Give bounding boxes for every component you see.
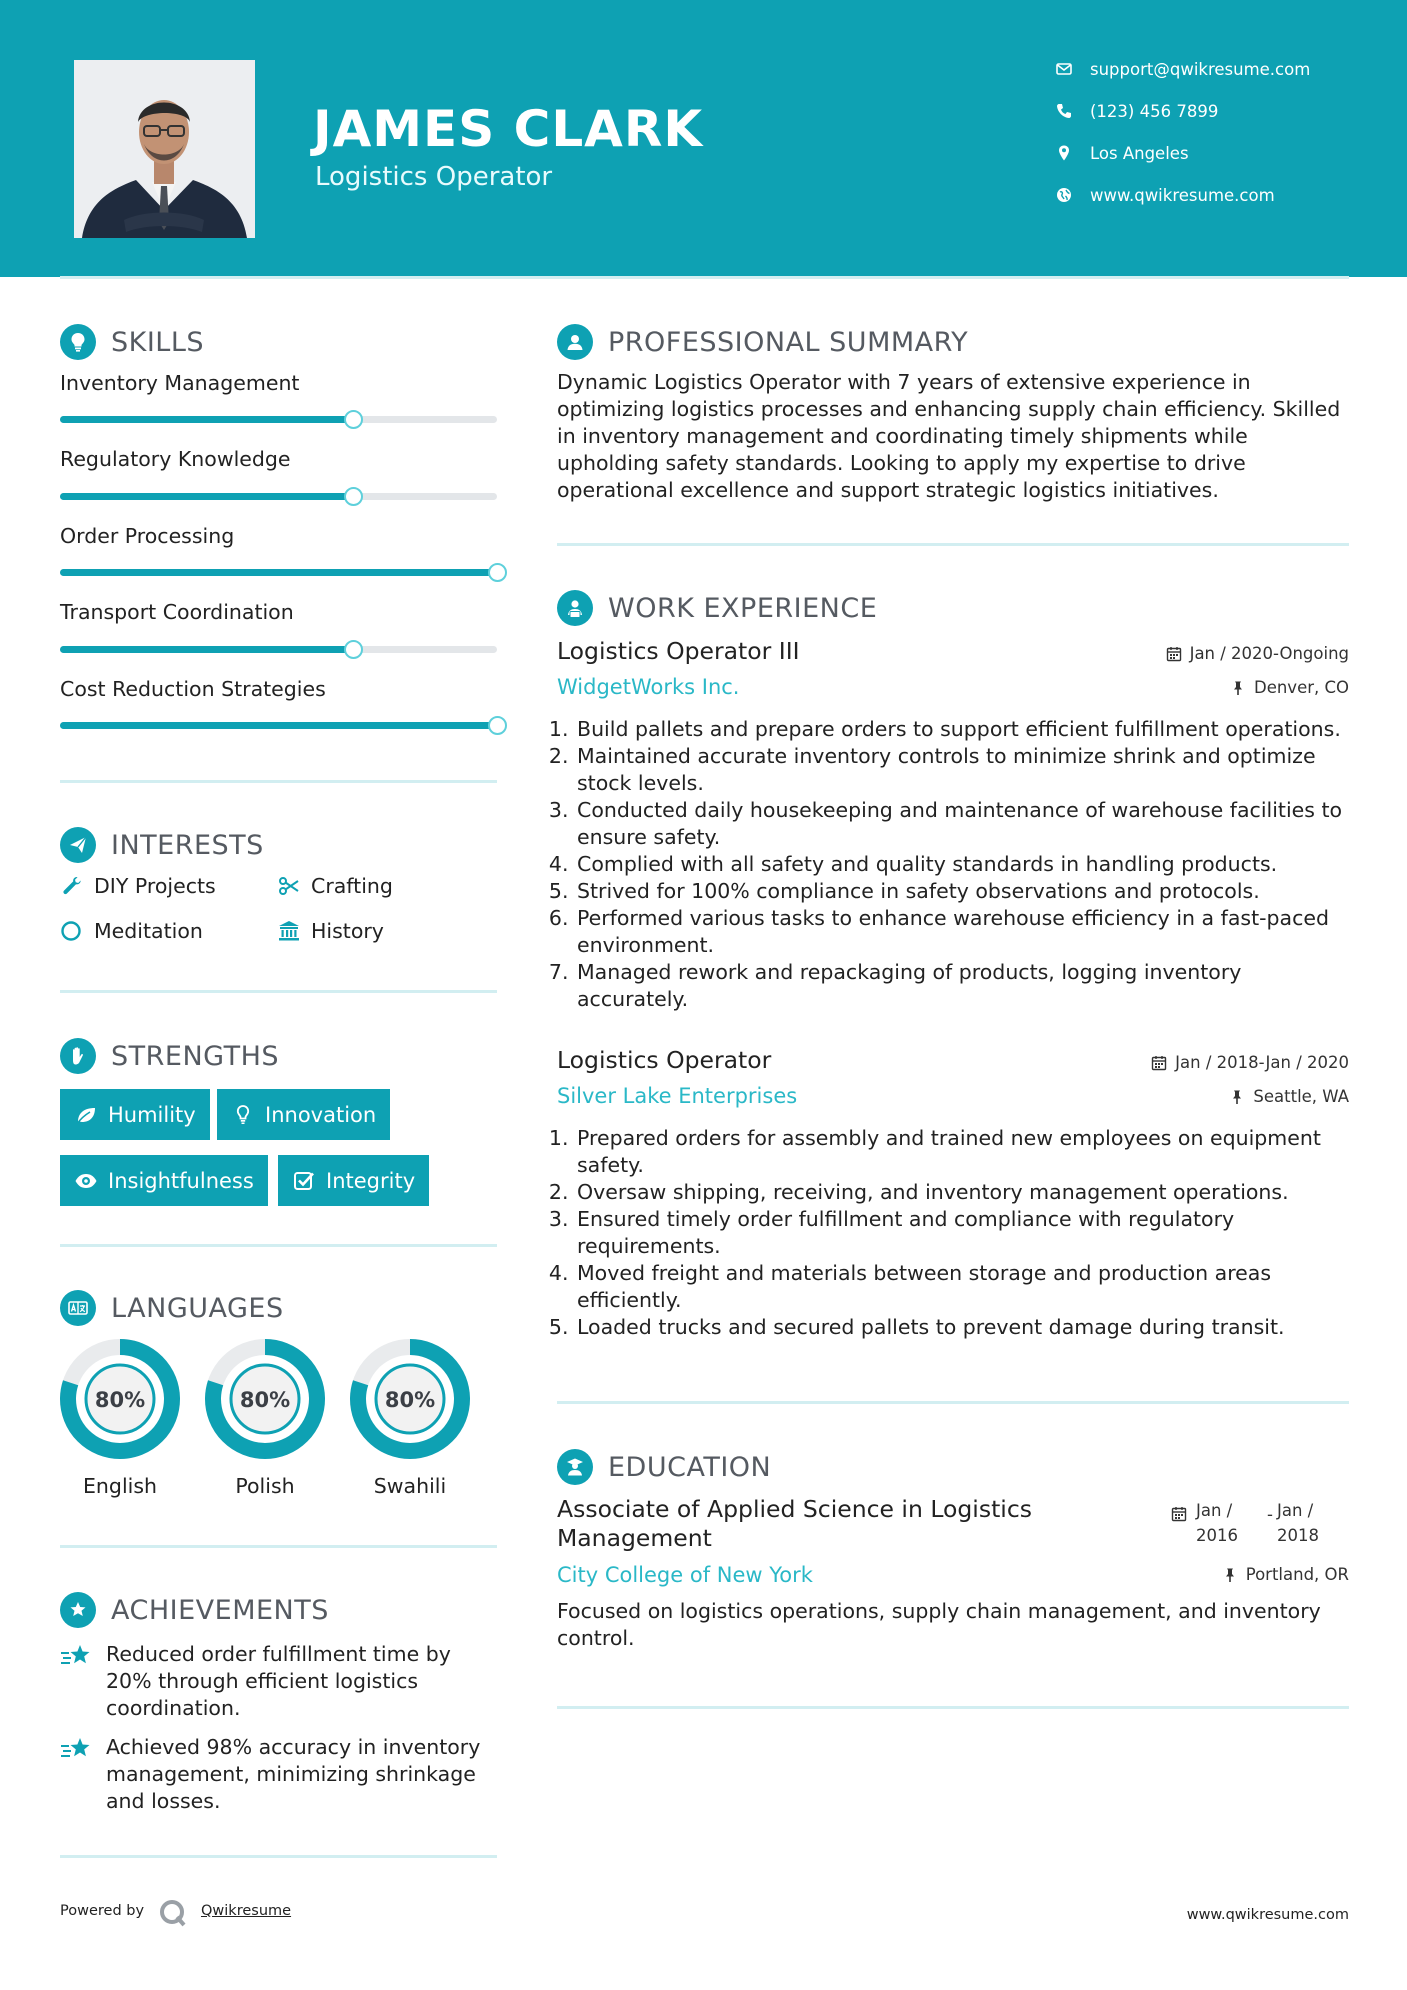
interest-item: DIY Projects [60,874,216,898]
powered-by-label: Powered by [60,1903,145,1919]
contact-location [1055,141,1189,165]
check-square-icon [292,1169,316,1193]
pushpin-icon [1222,1567,1238,1583]
language-name: English [82,1474,158,1498]
calendar-icon [1151,1055,1167,1071]
briefcase-section-icon [557,590,593,626]
education-title: EDUCATION [608,1451,772,1483]
job-location: Denver, CO [1230,678,1349,697]
lightbulb-section-icon [60,324,96,360]
section-divider [557,1401,1349,1404]
qwikresume-logo-icon[interactable] [158,1898,188,1932]
skill-bar [60,569,497,576]
section-divider [60,780,497,783]
profile-photo [74,60,255,238]
language-name: Polish [235,1474,295,1498]
paper-plane-section-icon [60,827,96,863]
strengths-heading [60,1038,279,1074]
skill-name: Regulatory Knowledge [60,447,291,471]
skills-heading [60,324,204,360]
education-end-date: Jan / 2018 [1277,1501,1319,1545]
strength-tag: Integrity [278,1155,429,1206]
section-divider [60,1545,497,1548]
education-date-separator: - [1267,1505,1273,1524]
job-bullet: 3. Conducted daily housekeeping and maintenance of warehouse facilities to ensure safety. [575,797,1359,851]
section-divider [557,543,1349,546]
language-section-icon [60,1290,96,1326]
section-divider [60,1855,497,1858]
user-section-icon [557,324,593,360]
contact-email[interactable] [1055,57,1310,81]
interests-title: INTERESTS [111,829,264,861]
job-bullets [557,716,1359,1013]
skill-bar-knob [344,410,363,429]
job-bullet: 4. Complied with all safety and quality standards in handling products. [575,851,1359,878]
hand-section-icon [60,1038,96,1074]
job-dates: Jan / 2018-Jan / 2020 [1151,1053,1349,1072]
language-progress-ring [203,1337,327,1461]
skill-bar [60,722,497,729]
star-badge-section-icon [60,1592,96,1628]
interest-item: Crafting [277,874,393,898]
contact-location-text: Los Angeles [1090,143,1189,163]
museum-icon [277,919,301,943]
language-progress-ring [348,1337,472,1461]
footer-website-link[interactable]: www.qwikresume.com [1186,1907,1349,1923]
job-bullet: 2. Maintained accurate inventory controls to minimize shrink and optimize stock levels. [575,743,1359,797]
shooting-star-icon [60,1643,94,1671]
job-bullet: 5. Loaded trucks and secured pallets to prevent damage during transit. [575,1314,1359,1341]
company-name: Silver Lake Enterprises [557,1084,798,1108]
skill-bar [60,646,497,653]
achievement-text: Reduced order fulfillment time by 20% through efficient logistics coordination. [106,1642,451,1720]
resume-header [0,0,1407,277]
job-bullets [557,1125,1359,1341]
section-divider [60,990,497,993]
skill-bar-knob [344,487,363,506]
strength-tag: Humility [60,1089,210,1140]
interest-item: Meditation [60,919,203,943]
language-progress-ring [58,1337,182,1461]
contact-phone[interactable] [1055,99,1218,123]
interest-item: History [277,919,384,943]
profile-photo-image [74,60,255,238]
section-divider [60,1244,497,1247]
qwikresume-brand-link[interactable]: Qwikresume [201,1903,292,1919]
job-dates: Jan / 2020-Ongoing [1166,644,1349,663]
summary-text: Dynamic Logistics Operator with 7 years of extensive experience in optimizing logistics processes and enhancing supply chain efficiency. Skilled in inventory management and coordinating timely shipments while upholding safety standards. Looking to apply my expertise to drive operational excellence and support strategic logistics initiatives. [557,370,1341,502]
education-start-date: Jan / 2016 [1196,1501,1238,1545]
eye-icon [74,1169,98,1193]
skill-name: Inventory Management [60,371,300,395]
language-percent: 80% [94,1388,146,1412]
pushpin-icon [1229,1089,1245,1105]
languages-heading [60,1290,284,1326]
contact-phone-text: (123) 456 7899 [1090,101,1219,121]
skill-bar-fill [60,646,353,653]
job-title: Logistics Operator III [557,637,800,665]
skill-bar-fill [60,722,497,729]
skill-bar-fill [60,493,353,500]
job-bullet: 3. Ensured timely order fulfillment and compliance with regulatory requirements. [575,1206,1359,1260]
strengths-title: STRENGTHS [111,1040,280,1072]
language-item [348,1337,472,1498]
contact-website-text: www.qwikresume.com [1090,185,1275,205]
skill-name: Transport Coordination [60,600,294,624]
experience-heading [557,590,877,626]
globe-icon [1055,186,1073,204]
degree-title-line2: Management [557,1524,712,1552]
skill-bar-knob [344,640,363,659]
wrench-icon [60,874,84,898]
calendar-icon [1166,646,1182,662]
strength-tag: Insightfulness [60,1155,268,1206]
scissors-icon [277,874,301,898]
degree-title-line1: Associate of Applied Science in Logistics [557,1495,1032,1523]
job-bullet: 5. Strived for 100% compliance in safety observations and protocols. [575,878,1359,905]
shooting-star-icon [60,1736,94,1764]
language-percent: 80% [384,1388,436,1412]
skill-bar-fill [60,569,497,576]
skill-name: Cost Reduction Strategies [60,677,326,701]
job-bullet: 7. Managed rework and repackaging of products, logging inventory accurately. [575,959,1359,1013]
school-name: City College of New York [557,1563,813,1587]
skill-bar-fill [60,416,353,423]
skill-name: Order Processing [60,524,235,548]
candidate-title: Logistics Operator [315,162,553,192]
language-percent: 80% [239,1388,291,1412]
candidate-name: JAMES CLARK [313,100,704,158]
lightbulb-icon [231,1103,255,1127]
skill-bar-knob [488,563,507,582]
calendar-icon [1171,1506,1187,1526]
education-description: Focused on logistics operations, supply chain management, and inventory control. [557,1599,1321,1650]
header-divider [60,276,1349,279]
job-bullet: 1. Build pallets and prepare orders to support efficient fulfillment operations. [575,716,1359,743]
achievements-heading [60,1592,329,1628]
education-heading [557,1449,771,1485]
circle-icon [60,919,84,943]
interests-heading [60,827,264,863]
phone-icon [1055,102,1073,120]
skill-bar-knob [488,716,507,735]
skill-bar [60,493,497,500]
company-name: WidgetWorks Inc. [557,675,740,699]
skills-title: SKILLS [111,326,205,358]
skill-bar [60,416,497,423]
education-location: Portland, OR [1222,1565,1349,1584]
language-item [58,1337,182,1498]
contact-website[interactable] [1055,183,1275,207]
achievement-text: Achieved 98% accuracy in inventory management, minimizing shrinkage and losses. [106,1735,481,1813]
summary-heading [557,324,968,360]
achievements-title: ACHIEVEMENTS [111,1594,329,1626]
envelope-icon [1055,60,1073,78]
graduate-section-icon [557,1449,593,1485]
language-item [203,1337,327,1498]
strength-tag: Innovation [217,1089,390,1140]
summary-title: PROFESSIONAL SUMMARY [608,326,969,358]
job-location: Seattle, WA [1229,1087,1349,1106]
achievement-item [60,1641,500,1722]
map-pin-icon [1055,144,1073,162]
contact-email-text: support@qwikresume.com [1090,59,1311,79]
pushpin-icon [1230,680,1246,696]
job-bullet: 6. Performed various tasks to enhance warehouse efficiency in a fast-paced environment. [575,905,1359,959]
achievement-item [60,1734,500,1815]
languages-title: LANGUAGES [111,1292,284,1324]
job-bullet: 2. Oversaw shipping, receiving, and inventory management operations. [575,1179,1359,1206]
language-name: Swahili [373,1474,447,1498]
section-divider [557,1706,1349,1709]
leaf-icon [74,1103,98,1127]
job-title: Logistics Operator [557,1046,772,1074]
experience-title: WORK EXPERIENCE [608,592,878,624]
job-bullet: 1. Prepared orders for assembly and trained new employees on equipment safety. [575,1125,1359,1179]
job-bullet: 4. Moved freight and materials between storage and production areas efficiently. [575,1260,1359,1314]
